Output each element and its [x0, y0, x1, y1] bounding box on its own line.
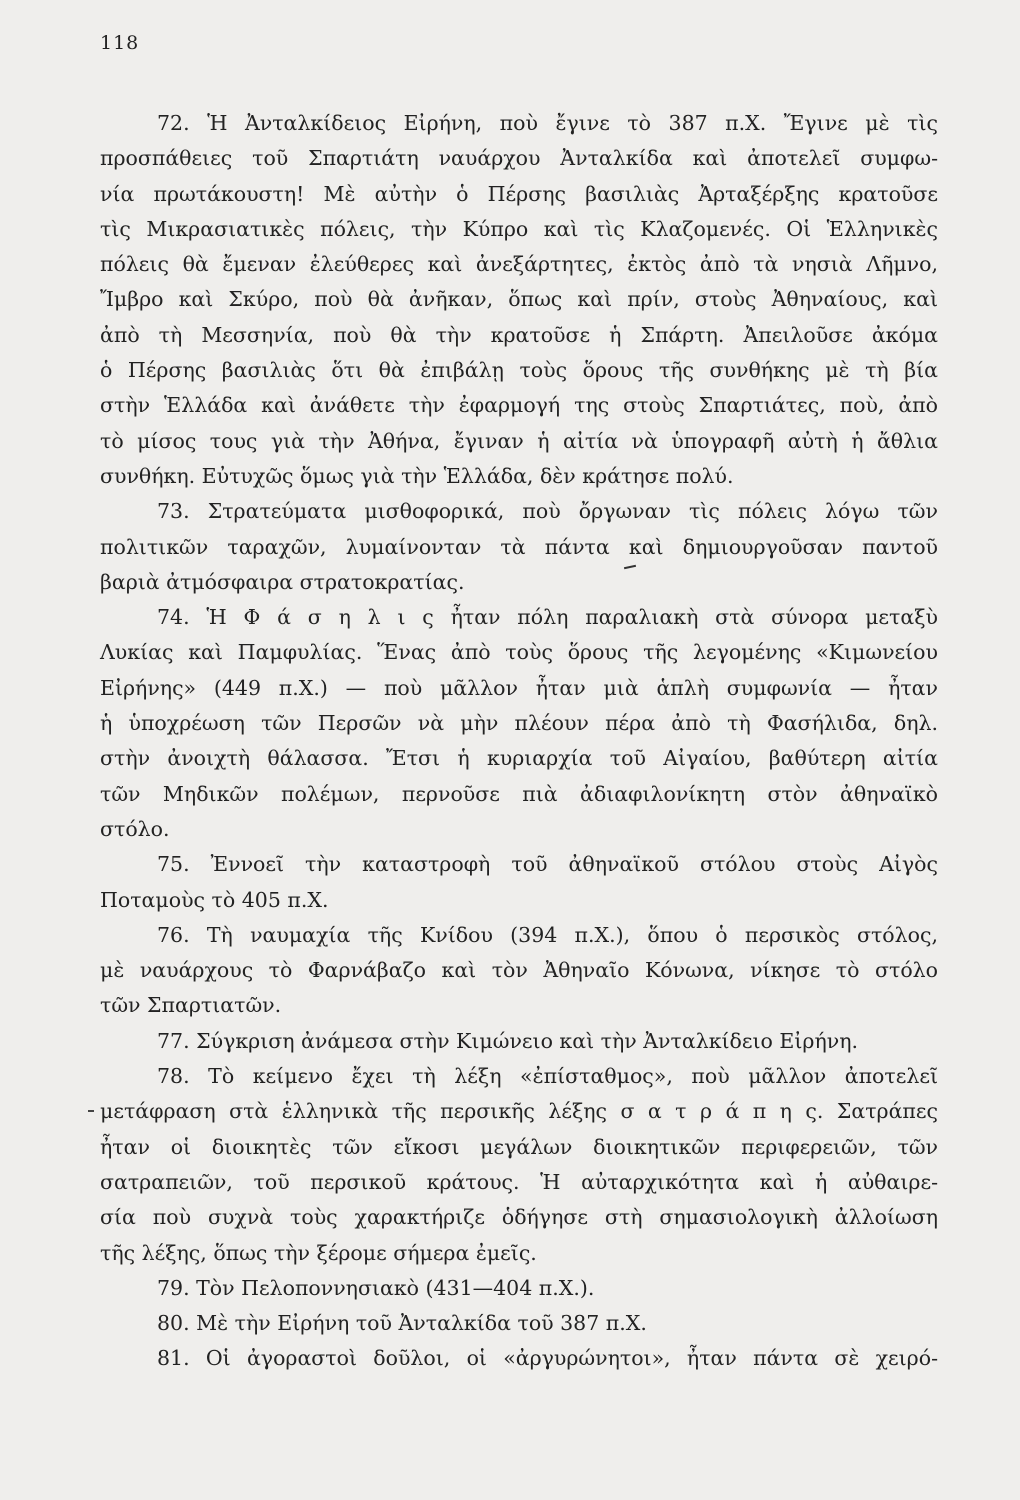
note-72-line-9: στὴν Ἑλλάδα καὶ ἀνάθετε τὴν ἐφαρμογή της στοὺς Σπαρτιάτες, ποὺ, ἀπὸ — [100, 393, 938, 418]
note-73-line-1: 73. Στρατεύματα μισθοφορικά, ποὺ ὄργωναν τὶς πόλεις λόγω τῶν — [157, 499, 938, 524]
note-74-line-3: Εἰρήνης» (449 π.Χ.) — ποὺ μᾶλλον ἦταν μιὰ ἁπλὴ συμφωνία — ἦταν — [100, 675, 938, 700]
note-72-line-5: πόλεις θὰ ἔμεναν ἐλεύθερες καὶ ἀνεξάρτητες, ἐκτὸς ἀπὸ τὰ νησιὰ Λῆμνο, — [100, 252, 938, 277]
note-79-line-1: 79. Τὸν Πελοποννησιακὸ (431—404 π.Χ.). — [157, 1275, 595, 1300]
note-72-line-1: 72. Ἡ Ἀνταλκίδειος Εἰρήνη, ποὺ ἔγινε τὸ 387 π.Χ. Ἔγινε μὲ τὶς — [157, 111, 938, 135]
note-72-line-6: Ἴμβρο καὶ Σκύρο, ποὺ θὰ ἀνῆκαν, ὅπως καὶ πρίν, στοὺς Ἀθηναίους, καὶ — [100, 287, 938, 312]
note-74-line-6: τῶν Μηδικῶν πολέμων, περνοῦσε πιὰ ἀδιαφιλονίκητη στὸν ἀθηναϊκὸ — [100, 781, 938, 806]
note-76-line-2: μὲ ναυάρχους τὸ Φαρνάβαζο καὶ τὸν Ἀθηναῖο Κόνωνα, νίκησε τὸ στόλο — [100, 958, 938, 983]
footnotes-text — [100, 106, 938, 1377]
note-74-line-2: Λυκίας καὶ Παμφυλίας. Ἕνας ἀπὸ τοὺς ὅρους τῆς λεγομένης «Κιμωνείου — [100, 640, 938, 665]
note-76-line-3: τῶν Σπαρτιατῶν. — [100, 993, 282, 1018]
note-81-line-1: 81. Οἱ ἀγοραστοὶ δοῦλοι, οἱ «ἀργυρώνητοι», ἦταν πάντα σὲ χειρό- — [157, 1346, 938, 1371]
note-75-line-1: 75. Ἐννοεῖ τὴν καταστροφὴ τοῦ ἀθηναϊκοῦ στόλου στοὺς Αἰγὸς — [157, 852, 938, 877]
note-77-line-1: 77. Σύγκριση ἀνάμεσα στὴν Κιμώνειο καὶ τὴν Ἀνταλκίδειο Εἰρήνη. — [157, 1028, 858, 1053]
note-72-line-2: προσπάθειες τοῦ Σπαρτιάτη ναυάρχου Ἀνταλκίδα καὶ ἀποτελεῖ συμφω- — [100, 146, 938, 171]
note-78-line-2: μετάφραση στὰ ἑλληνικὰ τῆς περσικῆς λέξης σ α τ ρ ά π η ς. Σατράπες — [100, 1099, 938, 1124]
note-72-line-11: συνθήκη. Εὐτυχῶς ὅμως γιὰ τὴν Ἑλλάδα, δὲν κράτησε πολύ. — [100, 463, 734, 488]
note-80-line-1: 80. Μὲ τὴν Εἰρήνη τοῦ Ἀνταλκίδα τοῦ 387 π.Χ. — [157, 1311, 647, 1336]
note-75-line-2: Ποταμοὺς τὸ 405 π.Χ. — [100, 887, 329, 912]
note-78-line-3: ἦταν οἱ διοικητὲς τῶν εἴκοσι μεγάλων διοικητικῶν περιφερειῶν, τῶν — [100, 1134, 938, 1159]
page-number: 118 — [100, 32, 140, 54]
note-73-line-2: πολιτικῶν ταραχῶν, λυμαίνονταν τὰ πάντα καὶ δημιουργοῦσαν παντοῦ — [100, 534, 938, 559]
note-78-line-4: σατραπειῶν, τοῦ περσικοῦ κράτους. Ἡ αὐταρχικότητα καὶ ἡ αὐθαιρε- — [100, 1169, 938, 1194]
note-76-line-1: 76. Τὴ ναυμαχία τῆς Κνίδου (394 π.Χ.), ὅπου ὁ περσικὸς στόλος, — [157, 922, 938, 947]
note-72-line-7: ἀπὸ τὴ Μεσσηνία, ποὺ θὰ τὴν κρατοῦσε ἡ Σπάρτη. Ἀπειλοῦσε ἀκόμα — [100, 322, 938, 347]
note-73-line-3: βαριὰ ἀτμόσφαιρα στρατοκρατίας. — [100, 569, 465, 594]
note-72-line-4: τὶς Μικρασιατικὲς πόλεις, τὴν Κύπρο καὶ τὶς Κλαζομενές. Οἱ Ἑλληνικὲς — [100, 216, 938, 241]
margin-dash-mark — [88, 1110, 94, 1112]
note-74-line-1: 74. Ἡ Φ ά σ η λ ι ς ἦταν πόλη παραλιακὴ στὰ σύνορα μεταξὺ — [157, 605, 938, 630]
note-74-line-5: στὴν ἀνοιχτὴ θάλασσα. Ἔτσι ἡ κυριαρχία τοῦ Αἰγαίου, βαθύτερη αἰτία — [100, 746, 938, 771]
note-74-line-4: ἡ ὑποχρέωση τῶν Περσῶν νὰ μὴν πλέουν πέρα ἀπὸ τὴ Φασήλιδα, δηλ. — [100, 711, 938, 736]
note-72-line-10: τὸ μίσος τους γιὰ τὴν Ἀθήνα, ἔγιναν ἡ αἰτία νὰ ὑπογραφῆ αὐτὴ ἡ ἄθλια — [100, 428, 938, 453]
note-78-line-1: 78. Τὸ κείμενο ἔχει τὴ λέξη «ἐπίσταθμος», ποὺ μᾶλλον ἀποτελεῖ — [157, 1064, 938, 1089]
note-74-line-7: στόλο. — [100, 816, 170, 841]
note-78-line-6: τῆς λέξης, ὅπως τὴν ξέρομε σήμερα ἐμεῖς. — [100, 1240, 537, 1265]
note-72-line-8: ὁ Πέρσης βασιλιὰς ὅτι θὰ ἐπιβάλῃ τοὺς ὅρους τῆς συνθήκης μὲ τὴ βία — [100, 358, 938, 383]
note-78-line-5: σία ποὺ συχνὰ τοὺς χαρακτήριζε ὁδήγησε στὴ σημασιολογικὴ ἀλλοίωση — [100, 1205, 938, 1230]
note-72-line-3: νία πρωτάκουστη! Μὲ αὐτὴν ὁ Πέρσης βασιλιὰς Ἀρταξέρξης κρατοῦσε — [100, 181, 938, 206]
